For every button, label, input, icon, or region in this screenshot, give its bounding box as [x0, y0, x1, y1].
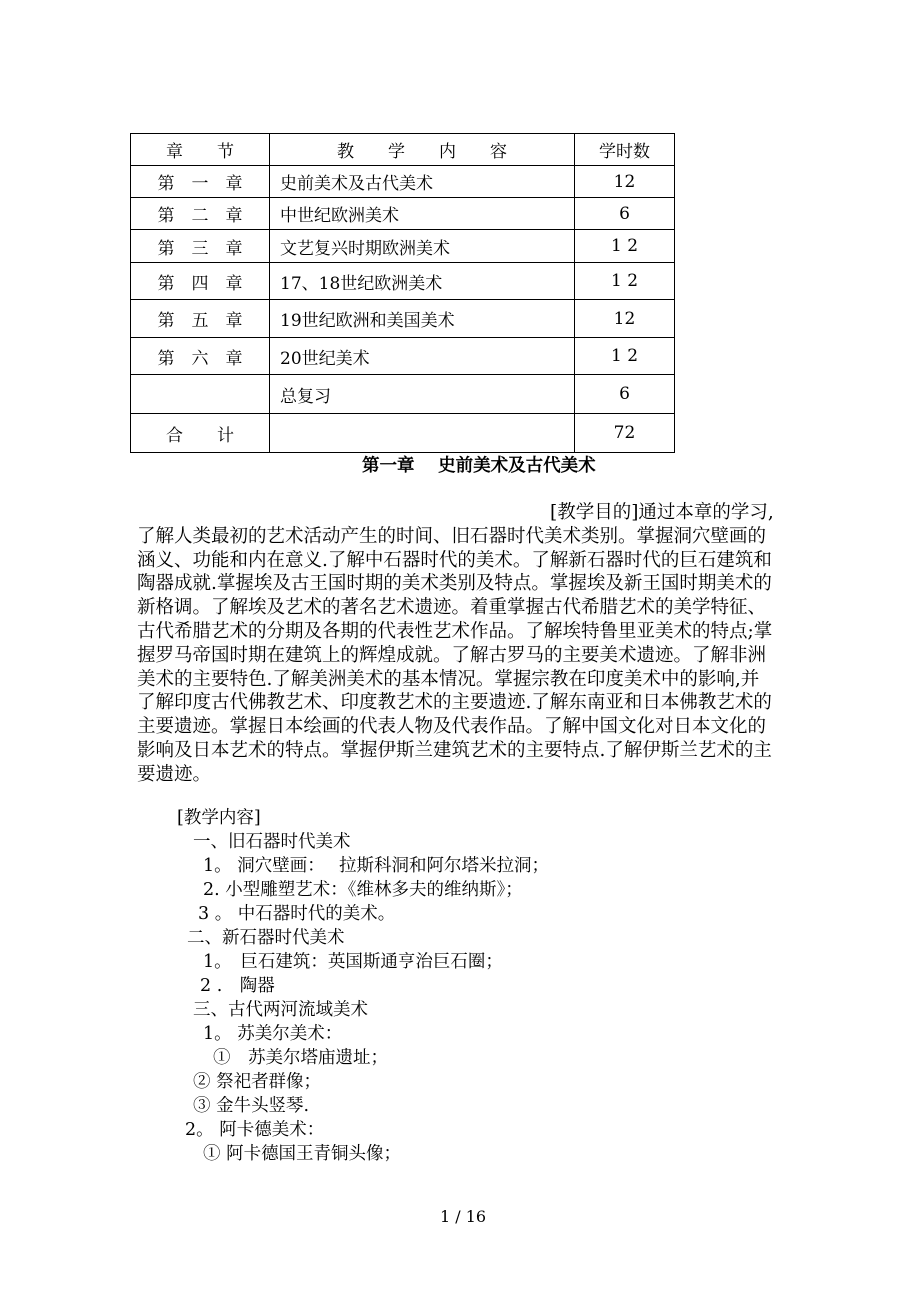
content-line: 三、古代两河流域美术: [193, 1000, 368, 1020]
table-cell: 12: [575, 300, 675, 338]
objective-line: 古代希腊艺术的分期及各期的代表性艺术作品。了解埃特鲁里亚美术的特点;掌: [137, 621, 773, 642]
table-cell: 第 五 章: [131, 300, 270, 338]
objective-line: 了解人类最初的艺术活动产生的时间、旧石器时代美术类别。掌握洞穴壁画的: [137, 525, 767, 547]
table-cell: 第 一 章: [131, 166, 270, 198]
table-cell: 史前美术及古代美术: [270, 166, 575, 198]
content-line: 二、新石器时代美术: [187, 928, 345, 948]
header-cell: 章 节: [131, 134, 270, 166]
chapter-title: 第一章 史前美术及古代美术: [362, 456, 596, 476]
table-cell: [270, 414, 575, 453]
content-line: [教学内容]: [177, 808, 261, 828]
table-cell: 第 三 章: [131, 230, 270, 263]
content-line: 1。 巨石建筑：英国斯通亨治巨石圈；: [203, 952, 503, 972]
table-row: [131, 230, 675, 263]
table-row: [131, 300, 675, 338]
table-cell: 中世纪欧洲美术: [270, 198, 575, 230]
content-line: ① 阿卡德国王青铜头像；: [203, 1144, 402, 1164]
content-line: ① 苏美尔塔庙遗址；: [213, 1048, 388, 1068]
table-cell: 第 四 章: [131, 263, 270, 300]
table-row: [131, 338, 675, 375]
table-cell: 20世纪美术: [270, 338, 575, 375]
content-line: 一、旧石器时代美术: [193, 832, 351, 852]
objective-line: 主要遗迹。掌握日本绘画的代表人物及代表作品。了解中国文化对日本文化的: [137, 716, 767, 738]
objective-line: 了解印度古代佛教艺术、印度教艺术的主要遗迹.了解东南亚和日本佛教艺术的: [137, 692, 772, 714]
content-line: 1。 苏美尔美术：: [203, 1024, 343, 1044]
table-cell: 1 2: [575, 338, 675, 375]
content-line: 3 。 中石器时代的美术。: [198, 904, 396, 924]
table-row: [131, 198, 675, 230]
table-cell: 72: [575, 414, 675, 453]
table-row: [131, 166, 675, 198]
content-line: 2。 阿卡德美术：: [185, 1120, 325, 1140]
table-row: [131, 375, 675, 414]
page-number: 1 / 16: [440, 1207, 487, 1226]
table-cell: 总复习: [270, 375, 575, 414]
objective-line: 陶器成就.掌握埃及古王国时期的美术类别及特点。掌握埃及新王国时期美术的: [137, 573, 772, 595]
schedule-table: [130, 133, 675, 453]
content-line: 1。 洞穴壁画： 拉斯科洞和阿尔塔米拉洞；: [203, 856, 550, 876]
table-cell: 1 2: [575, 263, 675, 300]
table-cell: 1 2: [575, 230, 675, 263]
table-cell: 文艺复兴时期欧洲美术: [270, 230, 575, 263]
objective-line: 握罗马帝国时期在建筑上的辉煌成就。了解古罗马的主要美术遗迹。了解非洲: [137, 644, 767, 666]
objective-line: [教学目的]通过本章的学习,: [550, 502, 774, 523]
objective-line: 影响及日本艺术的特点。掌握伊斯兰建筑艺术的主要特点.了解伊斯兰艺术的主: [137, 740, 772, 761]
table-cell: 6: [575, 375, 675, 414]
table-cell: 合 计: [131, 414, 270, 453]
content-line: 2 . 陶器: [200, 976, 275, 996]
table-cell: 第 二 章: [131, 198, 270, 230]
table-header-row: [131, 134, 675, 166]
table-cell: 19世纪欧洲和美国美术: [270, 300, 575, 338]
content-line: ③ 金牛头竖琴.: [193, 1096, 310, 1116]
content-line: ② 祭祀者群像；: [193, 1072, 322, 1092]
table-cell: 6: [575, 198, 675, 230]
table-row: [131, 414, 675, 453]
table-cell: 12: [575, 166, 675, 198]
table-row: [131, 263, 675, 300]
objective-line: 要遗迹。: [137, 763, 212, 785]
objective-line: 涵义、功能和内在意义.了解中石器时代的美术。了解新石器时代的巨石建筑和: [137, 549, 772, 571]
table-cell: [131, 375, 270, 414]
content-line: 2. 小型雕塑艺术：《维林多夫的维纳斯》；: [203, 880, 523, 900]
objective-line: 美术的主要特色.了解美洲美术的基本情况。掌握宗教在印度美术中的影响,并: [137, 668, 760, 690]
table-cell: 17、18世纪欧洲美术: [270, 263, 575, 300]
header-cell: 教 学 内 容: [270, 134, 575, 166]
header-cell: 学时数: [575, 134, 675, 166]
objective-line: 新格调。了解埃及艺术的著名艺术遗迹。着重掌握古代希腊艺术的美学特征、: [137, 597, 767, 619]
table-cell: 第 六 章: [131, 338, 270, 375]
